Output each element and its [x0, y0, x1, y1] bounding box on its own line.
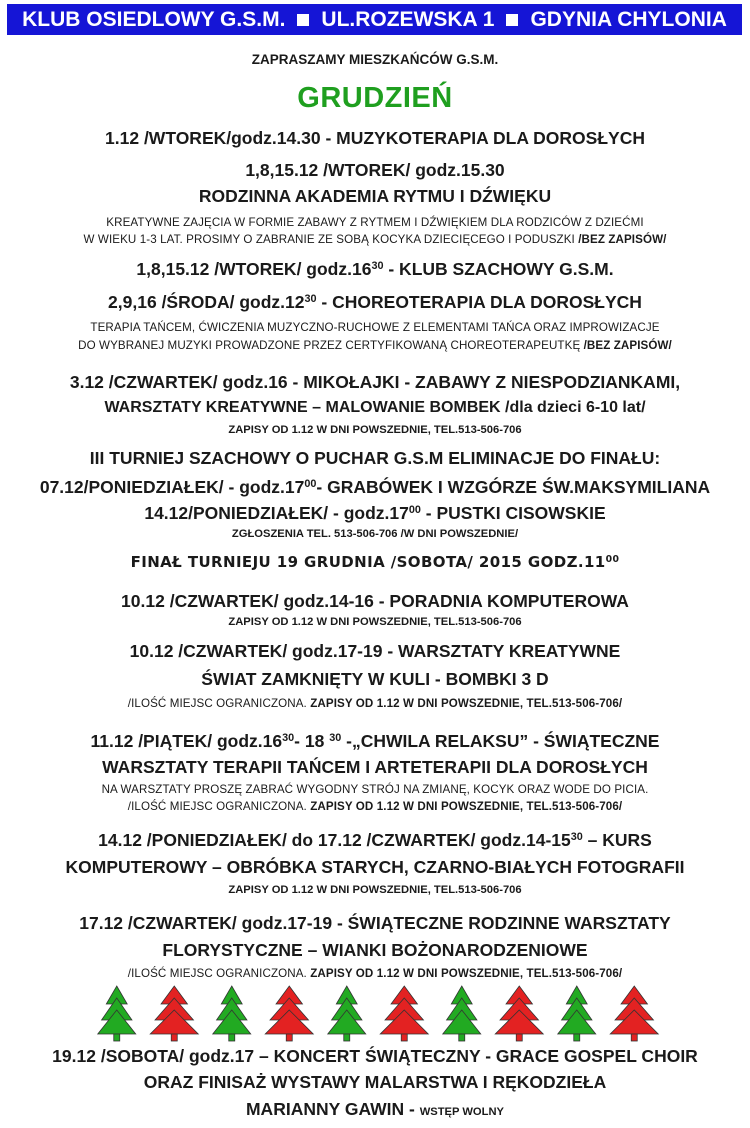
green-christmas-tree-icon: [558, 986, 596, 1041]
event-wianki-signup: /ILOŚĆ MIEJSC OGRANICZONA. ZAPISY OD 1.12 W DNI POWSZEDNIE, TEL.513-506-706/: [127, 967, 623, 980]
event-arteterapia: WARSZTATY TERAPII TAŃCEM I ARTETERAPII DLA DOROSŁYCH: [102, 757, 648, 777]
event-turniej-round1: 07.12/PONIEDZIAŁEK/ - $godz.17^{00}-$ GRABÓWEK I WZGÓRZE ŚW.MAKSYMILIANA: [39, 477, 711, 497]
event-turniej-round2: 14.12/PONIEDZIAŁEK/ - $godz.17^{00}$ - PUSTKI CISOWSKIE: [144, 503, 606, 523]
header-bar: [7, 4, 742, 35]
event-arteterapia-note: NA WARSZTATY PROSZĘ ZABRAĆ WYGODNY STRÓJ NA ZMIANĘ, KOCYK ORAZ WODE DO PICIA.: [101, 783, 649, 796]
invite-line: ZAPRASZAMY MIESZKAŃCÓW G.S.M.: [251, 52, 499, 67]
event-akademia-desc: W WIEKU 1-3 LAT. PROSIMY O ZABRANIE ZE SOBĄ KOCYKA DZIECIĘCEGO I PODUSZKI /BEZ ZAPISÓW/: [83, 233, 667, 246]
red-christmas-tree-icon: [150, 986, 198, 1041]
event-muzykoterapia: 1.12 /WTOREK/godz.14.30 - MUZYKOTERAPIA DLA DOROSŁYCH: [105, 128, 645, 148]
event-kurs-komputerowy: 14.12 /PONIEDZIAŁEK/ do 17.12 /CZWARTEK/ $godz.14-15^{30}$ – KURS: [98, 830, 652, 850]
event-arteterapia-signup: /ILOŚĆ MIEJSC OGRANICZONA. ZAPISY OD 1.12 W DNI POWSZEDNIE, TEL.513-506-706/: [127, 800, 623, 813]
event-finisaz: ORAZ FINISAŻ WYSTAWY MALARSTWA I RĘKODZIEŁA: [143, 1072, 607, 1092]
event-choreoterapia: 2,9,16 /ŚRODA/ $godz.12^{30}$ - CHOREOTERAPIA DLA DOROSŁYCH: [108, 292, 642, 312]
square-bullet-icon: [297, 14, 309, 26]
event-marianny-gawin: MARIANNY GAWIN - WSTĘP WOLNY: [245, 1099, 505, 1119]
red-christmas-tree-icon: [495, 986, 543, 1041]
event-akademia-desc: KREATYWNE ZAJĘCIA W FORMIE ZABAWY Z RYTMEM I DŹWIĘKIEM DLA RODZICÓW Z DZIEĆMI: [106, 216, 644, 229]
event-kurs-signup: ZAPISY OD 1.12 W DNI POWSZEDNIE, TEL.513-506-706: [228, 884, 522, 896]
green-christmas-tree-icon: [98, 986, 136, 1041]
header-city: GDYNIA CHYLONIA: [530, 7, 727, 31]
red-christmas-tree-icon: [380, 986, 428, 1041]
event-akademia-date: 1,8,15.12 /WTOREK/ godz.15.30: [245, 160, 505, 180]
event-poradnia-signup: ZAPISY OD 1.12 W DNI POWSZEDNIE, TEL.513-506-706: [228, 616, 522, 628]
red-christmas-tree-icon: [265, 986, 313, 1041]
event-warsztaty-kreatywne: 10.12 /CZWARTEK/ godz.17-19 - WARSZTATY KREATYWNE: [129, 641, 621, 661]
green-christmas-tree-icon: [328, 986, 366, 1041]
event-turniej-final: FINAŁ TURNIEJU 19 GRUDNIA /SOBOTA/ 2015 $GODZ.11^{00}$: [130, 553, 620, 571]
event-mikolajki-workshop: WARSZTATY KREATYWNE – MALOWANIE BOMBEK /dla dzieci 6-10 lat/: [104, 399, 646, 416]
event-bombki: ŚWIAT ZAMKNIĘTY W KULI - BOMBKI 3 D: [201, 669, 549, 689]
green-christmas-tree-icon: [443, 986, 481, 1041]
green-christmas-tree-icon: [213, 986, 251, 1041]
event-mikolajki: 3.12 /CZWARTEK/ godz.16 - MIKOŁAJKI - ZABAWY Z NIESPODZIANKAMI,: [69, 372, 681, 392]
event-choreoterapia-desc: DO WYBRANEJ MUZYKI PROWADZONE PRZEZ CERTYFIKOWANĄ CHOREOTERAPEUTKĘ /BEZ ZAPISÓW/: [78, 339, 672, 352]
square-bullet-icon: [506, 14, 518, 26]
christmas-trees-row: [88, 982, 663, 1042]
event-choreoterapia-desc: TERAPIA TAŃCEM, ĆWICZENIA MUZYCZNO-RUCHOWE Z ELEMENTAMI TAŃCA ORAZ IMPROWIZACJE: [90, 321, 660, 334]
event-turniej: III TURNIEJ SZACHOWY O PUCHAR G.S.M ELIMINACJE DO FINAŁU:: [89, 448, 661, 468]
event-akademia-title: RODZINNA AKADEMIA RYTMU I DŹWIĘKU: [198, 186, 552, 206]
event-klub-szachowy: 1,8,15.12 /WTOREK/ $godz.16^{30}$ - KLUB SZACHOWY G.S.M.: [136, 259, 614, 279]
month-title: GRUDZIEŃ: [297, 82, 453, 114]
event-poradnia: 10.12 /CZWARTEK/ godz.14-16 - PORADNIA KOMPUTEROWA: [121, 591, 629, 611]
event-kurs-fotografii: KOMPUTEROWY – OBRÓBKA STARYCH, CZARNO-BIAŁYCH FOTOGRAFII: [65, 857, 685, 877]
event-mikolajki-signup: ZAPISY OD 1.12 W DNI POWSZEDNIE, TEL.513-506-706: [228, 424, 522, 436]
header-club-name: KLUB OSIEDLOWY G.S.M.: [22, 7, 286, 31]
red-christmas-tree-icon: [610, 986, 658, 1041]
header-street: UL.ROZEWSKA 1: [321, 7, 495, 31]
event-wianki: FLORYSTYCZNE – WIANKI BOŻONARODZENIOWE: [162, 940, 588, 960]
event-florystyczne: 17.12 /CZWARTEK/ godz.17-19 - ŚWIĄTECZNE RODZINNE WARSZTATY: [79, 913, 671, 933]
event-koncert: 19.12 /SOBOTA/ godz.17 – KONCERT ŚWIĄTECZNY - GRACE GOSPEL CHOIR: [52, 1046, 698, 1066]
event-chwila-relaksu: 11.12 /PIĄTEK/ $godz.16^{30}-$ 18 $^{30}$ -„CHWILA RELAKSU” - ŚWIĄTECZNE: [90, 731, 660, 751]
event-turniej-signup: ZGŁOSZENIA TEL. 513-506-706 /W DNI POWSZEDNIE/: [231, 528, 519, 540]
event-bombki-signup: /ILOŚĆ MIEJSC OGRANICZONA. ZAPISY OD 1.12 W DNI POWSZEDNIE, TEL.513-506-706/: [127, 697, 623, 710]
